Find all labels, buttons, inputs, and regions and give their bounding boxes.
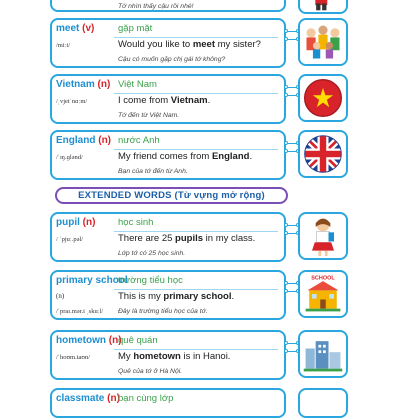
child-waving-illustration — [300, 0, 346, 12]
example-sentence: Would you like to meet my sister? — [118, 39, 261, 50]
connector-dot — [284, 281, 288, 285]
card-divider — [114, 149, 278, 150]
vocab-card-classmate — [50, 388, 286, 418]
card-divider — [114, 349, 278, 350]
vocab-card-partial-top — [50, 0, 286, 12]
card-divider — [114, 289, 278, 290]
vocab-picture-england — [298, 130, 348, 178]
vocab-card-primary-school — [50, 270, 286, 320]
schoolgirl-illustration — [300, 214, 346, 258]
vocab-meaning: học sinh — [118, 217, 154, 228]
example-translation: Cậu có muốn gặp chị gái tớ không? — [118, 56, 226, 63]
vocab-word: Vietnam (n) — [56, 79, 111, 90]
vocab-card-meet — [50, 18, 286, 68]
card-divider — [114, 93, 278, 94]
connector-dot — [284, 223, 288, 227]
union-jack-flag-illustration — [300, 132, 346, 176]
example-translation: Đây là trường tiểu học của tớ. — [118, 308, 208, 315]
vocab-picture-vietnam — [298, 74, 348, 122]
vocab-picture-pupil — [298, 212, 348, 260]
connector-dot — [284, 341, 288, 345]
vocab-picture-hometown — [298, 330, 348, 378]
vocab-meaning: Việt Nam — [118, 79, 157, 90]
connector-dot — [284, 149, 288, 153]
vocab-ipa: /ˈɪŋ.ɡlənd/ — [56, 154, 83, 161]
example-sentence: My friend comes from England. — [118, 151, 253, 162]
vocab-card-pupil — [50, 212, 286, 262]
vocab-ipa: / ˈpjuː.pəl/ — [56, 236, 84, 243]
example-sentence: I come from Vietnam. — [118, 95, 211, 106]
connector-dot — [284, 289, 288, 293]
vocab-word: England (n) — [56, 135, 112, 146]
vocab-word: pupil (n) — [56, 217, 96, 228]
vocab-card-hometown — [50, 330, 286, 380]
example-sentence: My hometown is in Hanoi. — [118, 351, 231, 362]
connector-dot — [284, 349, 288, 353]
example-translation: Quê của tớ ở Hà Nội. — [118, 368, 183, 375]
school-sign-text: SCHOOL — [311, 275, 335, 282]
vietnam-flag-illustration — [300, 76, 346, 120]
group-of-children-illustration — [300, 20, 346, 64]
vocab-card-vietnam — [50, 74, 286, 124]
vocab-ipa: /miːt/ — [56, 42, 71, 49]
vocab-meaning: nước Anh — [118, 135, 160, 146]
vocab-word: primary school — [56, 275, 128, 286]
example-translation: Tớ nhìn thấy cậu rồi nhé! — [118, 3, 194, 10]
vocab-picture-partial-top — [298, 0, 348, 14]
card-divider — [114, 37, 278, 38]
connector-dot — [284, 37, 288, 41]
connector-dot — [284, 231, 288, 235]
connector-dot — [284, 141, 288, 145]
vocab-meaning: gặp mặt — [118, 23, 153, 34]
vocab-meaning: bạn cùng lớp — [118, 393, 174, 404]
example-sentence: This is my primary school. — [118, 291, 235, 302]
connector-dot — [284, 85, 288, 89]
vocab-meaning: trường tiểu học — [118, 275, 183, 286]
vocab-picture-primary-school — [298, 270, 348, 318]
vocab-picture-classmate — [298, 388, 348, 418]
vocab-card-england — [50, 130, 286, 180]
section-title-extended-words: EXTENDED WORDS (Từ vựng mở rộng) — [55, 187, 288, 204]
example-translation: Bạn của tớ đến từ Anh. — [118, 168, 188, 175]
example-translation: Lớp tớ có 25 học sinh. — [118, 250, 186, 257]
example-sentence: There are 25 pupils in my class. — [118, 233, 256, 244]
connector-dot — [284, 29, 288, 33]
vocab-meaning: quê quán — [118, 335, 158, 346]
vocab-ipa: /ˈpraɪ.mər.i ˌskuːl/ — [56, 308, 104, 315]
example-translation: Tớ đến từ Việt Nam. — [118, 112, 180, 119]
school-building-illustration — [300, 272, 346, 316]
vocab-pos: (n) — [56, 292, 65, 300]
vocab-word: classmate (n) — [56, 393, 120, 404]
vocab-picture-meet — [298, 18, 348, 66]
connector-dot — [284, 93, 288, 97]
vocab-word: hometown (n) — [56, 335, 122, 346]
card-divider — [114, 231, 278, 232]
city-buildings-illustration — [300, 332, 346, 376]
vocab-word: meet (v) — [56, 23, 95, 34]
vocab-ipa: /ˈhoʊm.taʊn/ — [56, 354, 91, 361]
vocab-ipa: /ˌvjetˈnɑːm/ — [56, 98, 88, 105]
